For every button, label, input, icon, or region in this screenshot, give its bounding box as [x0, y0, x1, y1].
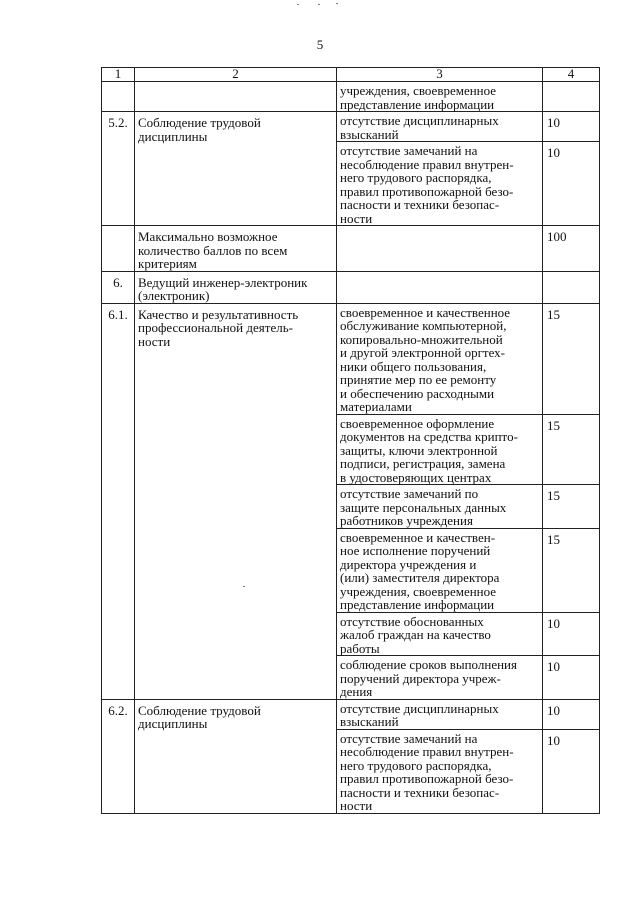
column-header-2: 2: [135, 68, 337, 82]
criterion-score: 10: [543, 112, 600, 142]
criterion-score: 10: [543, 142, 600, 226]
table-row: [102, 271, 600, 303]
indicator-name: [135, 82, 337, 112]
criterion-score: 15: [543, 528, 600, 612]
criteria-table: [101, 67, 600, 814]
criterion-text: отсутствие обоснованных жалоб граждан на качество работы: [337, 612, 543, 656]
criterion-score: [543, 271, 600, 303]
criterion-text: своевременное оформление документов на средства крипто- защиты, ключи электронной подписи, регистрация, замена в удостоверяющих центрах: [337, 414, 543, 485]
scan-speck: [318, 4, 320, 5]
indicator-name: Соблюдение трудовой дисциплины: [135, 112, 337, 226]
column-header-3: 3: [337, 68, 543, 82]
criterion-score: 15: [543, 414, 600, 485]
scan-speck: [243, 586, 245, 587]
criterion-text: учреждения, своевременное представление информации: [337, 82, 543, 112]
section-number: 6.2.: [102, 699, 135, 813]
criterion-text: отсутствие замечаний на несоблюдение правил внутрен- него трудового распорядка, правил противопожарной безо- пасности и техники безопас- ности: [337, 142, 543, 226]
criterion-score: 100: [543, 226, 600, 272]
section-number: [102, 226, 135, 272]
indicator-name: Максимально возможное количество баллов по всем критериям: [135, 226, 337, 272]
table-row: [102, 303, 600, 414]
criterion-text: отсутствие замечаний на несоблюдение правил внутрен- него трудового распорядка, правил противопожарной безо- пасности и техники безопас- ности: [337, 729, 543, 813]
section-number: 6.: [102, 271, 135, 303]
table-row: [102, 226, 600, 272]
scan-speck: [336, 3, 338, 4]
criterion-score: 10: [543, 656, 600, 700]
indicator-name: Качество и результативность профессиональной деятель- ности: [135, 303, 337, 699]
criterion-text: отсутствие дисциплинарных взысканий: [337, 699, 543, 729]
criterion-text: своевременное и качествен- ное исполнение поручений директора учреждения и (или) заместителя директора учреждения, своевременное представление информации: [337, 528, 543, 612]
criterion-text: отсутствие замечаний по защите персональных данных работников учреждения: [337, 485, 543, 529]
criterion-text: [337, 226, 543, 272]
criterion-score: 10: [543, 729, 600, 813]
indicator-name: Ведущий инженер-электроник (электроник): [135, 271, 337, 303]
criterion-score: [543, 82, 600, 112]
criterion-text: [337, 271, 543, 303]
section-number: [102, 82, 135, 112]
criterion-score: 15: [543, 303, 600, 414]
criterion-text: своевременное и качественное обслуживание компьютерной, копировально-множительной и другой электронной оргтех- ники общего пользования, принятие мер по ее ремонту и обеспечению расходными материалами: [337, 303, 543, 414]
scan-speck: [297, 4, 299, 5]
page-number: 5: [316, 37, 324, 52]
criterion-score: 10: [543, 612, 600, 656]
criterion-score: 10: [543, 699, 600, 729]
criterion-score: 15: [543, 485, 600, 529]
section-number: 6.1.: [102, 303, 135, 699]
column-header-1: 1: [102, 68, 135, 82]
criterion-text: соблюдение сроков выполнения поручений директора учреж- дения: [337, 656, 543, 700]
criterion-text: отсутствие дисциплинарных взысканий: [337, 112, 543, 142]
table-row: [102, 699, 600, 729]
indicator-name: Соблюдение трудовой дисциплины: [135, 699, 337, 813]
table-row: [102, 82, 600, 112]
table-row: [102, 112, 600, 142]
column-header-4: 4: [543, 68, 600, 82]
table-header-row: [102, 68, 600, 82]
section-number: 5.2.: [102, 112, 135, 226]
